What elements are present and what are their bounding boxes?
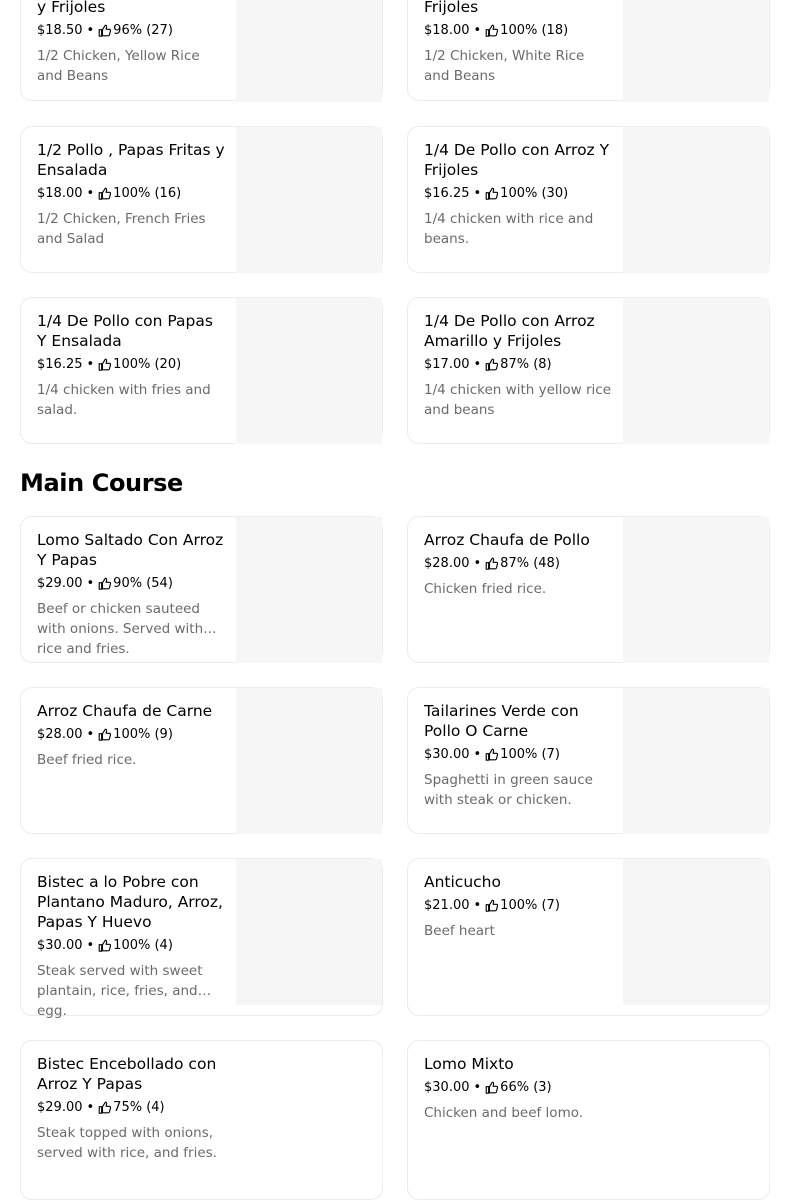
thumbs-up-icon (485, 187, 498, 200)
item-meta (37, 726, 225, 744)
item-image (236, 688, 382, 834)
item-description: 1/2 Chicken, White Rice and Beans (424, 48, 585, 84)
separator: • (86, 727, 95, 742)
menu-item-card[interactable] (407, 516, 770, 663)
item-meta (424, 897, 612, 915)
item-meta (37, 185, 225, 203)
menu-item-card[interactable] (407, 858, 770, 1016)
item-image (623, 127, 769, 273)
thumbs-up-icon (485, 1081, 498, 1094)
item-rating: 96% (27) (113, 23, 173, 38)
separator: • (86, 938, 95, 953)
separator: • (473, 357, 482, 372)
thumbs-up-icon (485, 24, 498, 37)
item-name: 1/2 Pollo , Papas Fritas y Ensalada (37, 141, 225, 179)
item-name: Anticucho (424, 873, 501, 891)
separator: • (473, 747, 482, 762)
item-meta (37, 937, 225, 955)
item-image (623, 517, 769, 663)
thumbs-up-icon (98, 728, 111, 741)
item-description: 1/2 Chicken, French Fries and Salad (37, 211, 206, 247)
item-rating: 100% (30) (500, 186, 569, 201)
menu-item-card[interactable] (407, 687, 770, 834)
separator: • (473, 898, 482, 913)
item-rating: 87% (8) (500, 357, 552, 372)
item-price: $30.00 (37, 938, 83, 953)
item-price: $16.25 (424, 186, 470, 201)
item-name: 1/4 De Pollo con Papas Y Ensalada (37, 312, 213, 350)
item-description: Chicken and beef lomo. (424, 1105, 584, 1121)
menu-item-card[interactable] (20, 687, 383, 834)
item-price: $29.00 (37, 576, 83, 591)
item-name: Bistec a lo Pobre con Plantano Maduro, Arroz, Papas Y Huevo (37, 873, 223, 931)
separator: • (86, 23, 95, 38)
item-description: 1/2 Chicken, Yellow Rice and Beans (37, 48, 200, 84)
item-rating: 100% (18) (500, 23, 569, 38)
item-rating: 90% (54) (113, 576, 173, 591)
item-name: Frijoles (424, 0, 479, 16)
item-price: $28.00 (424, 556, 470, 571)
thumbs-up-icon (98, 939, 111, 952)
item-meta (424, 185, 612, 203)
item-meta (37, 1099, 225, 1117)
item-rating: 100% (16) (113, 186, 182, 201)
item-meta (37, 356, 225, 374)
item-price: $29.00 (37, 1100, 83, 1115)
item-description: Steak topped with onions, served with rice, and fries. (37, 1125, 217, 1161)
item-name: 1/4 De Pollo con Arroz Y Frijoles (424, 141, 610, 179)
separator: • (86, 1100, 95, 1115)
item-description: 1/4 chicken with yellow rice and beans (424, 382, 612, 418)
menu-item-card[interactable] (20, 297, 383, 444)
item-image (236, 127, 382, 273)
item-meta (424, 555, 612, 573)
item-price: $16.25 (37, 357, 83, 372)
item-price: $21.00 (424, 898, 470, 913)
item-image (623, 688, 769, 834)
item-price: $18.00 (424, 23, 470, 38)
item-rating: 66% (3) (500, 1080, 552, 1095)
item-name: Arroz Chaufa de Pollo (424, 531, 590, 549)
menu-item-card[interactable] (20, 1040, 383, 1200)
item-image (236, 298, 382, 444)
item-name: Tailarines Verde con Pollo O Carne (424, 702, 579, 740)
thumbs-up-icon (485, 358, 498, 371)
item-price: $18.00 (37, 186, 83, 201)
item-description: Chicken fried rice. (424, 581, 547, 597)
item-price: $30.00 (424, 1080, 470, 1095)
item-description: Steak served with sweet plantain, rice, fries, and egg. (37, 963, 203, 1019)
item-image (623, 0, 769, 102)
item-price: $30.00 (424, 747, 470, 762)
item-name: Lomo Mixto (424, 1055, 514, 1073)
thumbs-up-icon (98, 187, 111, 200)
item-meta (424, 356, 612, 374)
separator: • (473, 186, 482, 201)
item-meta (37, 575, 225, 593)
separator: • (86, 186, 95, 201)
item-rating: 100% (4) (113, 938, 173, 953)
menu-item-card[interactable] (20, 126, 383, 273)
item-image (236, 0, 382, 102)
menu-item-card[interactable] (407, 297, 770, 444)
item-description: Beef heart (424, 923, 495, 939)
item-rating: 100% (20) (113, 357, 182, 372)
item-name: Arroz Chaufa de Carne (37, 702, 213, 720)
item-image (623, 859, 769, 1005)
item-rating: 100% (9) (113, 727, 173, 742)
thumbs-up-icon (98, 1101, 111, 1114)
item-image (623, 298, 769, 444)
separator: • (473, 1080, 482, 1095)
item-meta (424, 22, 612, 40)
item-image (236, 517, 382, 663)
thumbs-up-icon (485, 748, 498, 761)
item-name: y Frijoles (37, 0, 106, 16)
thumbs-up-icon (98, 577, 111, 590)
thumbs-up-icon (98, 358, 111, 371)
item-name: 1/4 De Pollo con Arroz Amarillo y Frijoles (424, 312, 595, 350)
menu-item-card[interactable] (407, 0, 770, 101)
separator: • (86, 576, 95, 591)
item-description: Beef fried rice. (37, 752, 137, 768)
menu-item-card[interactable] (407, 1040, 770, 1200)
item-rating: 100% (7) (500, 747, 560, 762)
item-price: $17.00 (424, 357, 470, 372)
item-meta (424, 746, 612, 764)
thumbs-up-icon (98, 24, 111, 37)
item-description: Beef or chicken sauteed with onions. Served with rice and fries. (37, 601, 204, 657)
item-meta (424, 1079, 612, 1097)
item-price: $18.50 (37, 23, 83, 38)
separator: • (86, 357, 95, 372)
item-rating: 75% (4) (113, 1100, 165, 1115)
item-name: Lomo Saltado Con Arroz Y Papas (37, 531, 224, 569)
menu-item-card[interactable] (20, 0, 383, 101)
item-rating: 100% (7) (500, 898, 560, 913)
item-description: Spaghetti in green sauce with steak or chicken. (424, 772, 593, 808)
section-title: Main Course (20, 469, 183, 497)
menu-item-card[interactable] (20, 516, 383, 663)
menu-item-card[interactable] (20, 858, 383, 1019)
thumbs-up-icon (485, 899, 498, 912)
item-name: Bistec Encebollado con Arroz Y Papas (37, 1055, 217, 1093)
thumbs-up-icon (485, 557, 498, 570)
separator: • (473, 23, 482, 38)
item-price: $28.00 (37, 727, 83, 742)
item-description: 1/4 chicken with fries and salad. (37, 382, 211, 418)
item-description: 1/4 chicken with rice and beans. (424, 211, 594, 247)
item-image (236, 859, 382, 1005)
item-rating: 87% (48) (500, 556, 560, 571)
separator: • (473, 556, 482, 571)
menu-item-card[interactable] (407, 126, 770, 273)
item-meta (37, 22, 225, 40)
